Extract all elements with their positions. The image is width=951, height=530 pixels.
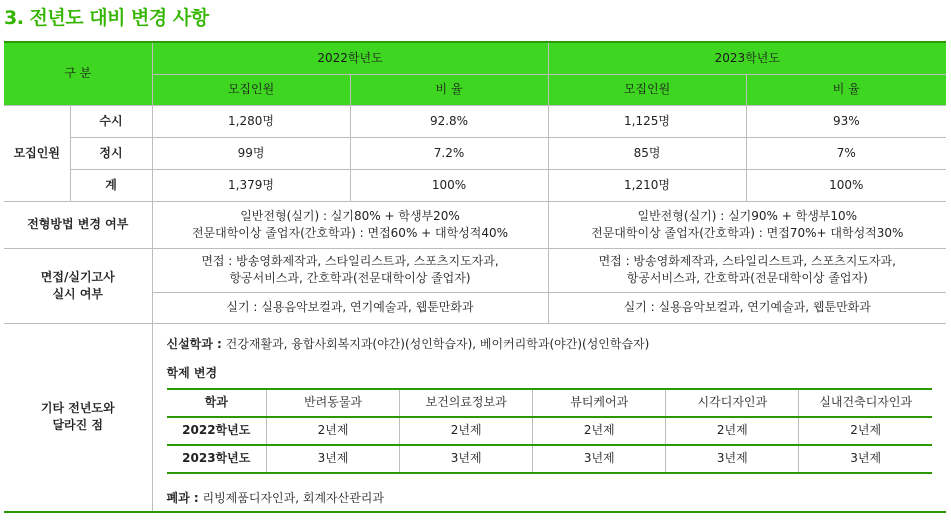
sub-header-interior-design: 실내건축디자인과 (799, 389, 932, 417)
new-departments-label: 신설학과 : (166, 336, 222, 351)
year-2023-header: 2023학년도 (548, 42, 946, 74)
page-title: 3. 전년도 대비 변경 사항 (4, 7, 209, 29)
etc-label (4, 323, 152, 512)
method-2022-line1: 일반전형(실기) : 실기80% + 학생부20% (240, 208, 460, 223)
method-2023-line2: 전문대학이상 졸업자(간호학과) : 면접70%+ 대학성적30% (591, 225, 904, 240)
changes-table (4, 41, 946, 513)
col-ratio-2023: 비 율 (746, 74, 946, 105)
sub-cell: 3년제 (400, 445, 533, 473)
sub-header-dept: 학과 (167, 389, 267, 417)
interview-2023 (548, 248, 946, 292)
row-label-susi: 수시 (70, 105, 152, 137)
cell-count: 1,210명 (548, 169, 746, 201)
method-2023-line1: 일반전형(실기) : 실기90% + 학생부10% (637, 208, 858, 223)
etc-label-line2: 달라진 점 (52, 418, 104, 433)
recruitment-label: 모집인원 (4, 105, 70, 201)
cell-ratio: 92.8% (350, 105, 548, 137)
cell-count: 1,280명 (152, 105, 350, 137)
sub-header-pet: 반려동물과 (267, 389, 400, 417)
method-2023 (548, 201, 946, 248)
section-header: 구 분 (4, 42, 152, 105)
cell-count: 1,125명 (548, 105, 746, 137)
cell-count: 99명 (152, 137, 350, 169)
cell-count: 85명 (548, 137, 746, 169)
year-2022-header: 2022학년도 (152, 42, 548, 74)
sub-cell: 3년제 (267, 445, 400, 473)
interview-2023-line2: 항공서비스과, 간호학과(전문대학이상 졸업자) (626, 271, 868, 285)
col-count-2023: 모집인원 (548, 74, 746, 105)
etc-label-line1: 기타 전년도와 (40, 401, 115, 416)
sub-cell: 3년제 (799, 445, 932, 473)
practical-2023: 실기 : 실용음악보컬과, 연기예술과, 웹툰만화과 (548, 292, 946, 323)
sub-header-health-info: 보건의료정보과 (400, 389, 533, 417)
interview-2022-line2: 항공서비스과, 간호학과(전문대학이상 졸업자) (229, 271, 471, 285)
method-2022 (152, 201, 548, 248)
new-departments-text: 건강재활과, 융합사회복지과(야간)(성인학습자), 베이커리학과(야간)(성인학습자) (221, 336, 650, 351)
col-count-2022: 모집인원 (152, 74, 350, 105)
method-2022-line2: 전문대학이상 졸업자(간호학과) : 면접60% + 대학성적40% (191, 225, 509, 240)
program-change-table (167, 388, 933, 474)
sub-cell: 2년제 (533, 417, 666, 445)
sub-cell: 2년제 (400, 417, 533, 445)
interview-label-line2: 실시 여부 (52, 286, 104, 301)
sub-row-label: 2023학년도 (167, 445, 267, 473)
closed-departments (167, 488, 933, 508)
method-label: 전형방법 변경 여부 (4, 201, 152, 248)
sub-cell: 2년제 (267, 417, 400, 445)
cell-ratio: 7.2% (350, 137, 548, 169)
sub-cell: 2년제 (799, 417, 932, 445)
sub-cell: 3년제 (533, 445, 666, 473)
row-label-total: 계 (70, 169, 152, 201)
etc-content (152, 323, 946, 512)
program-change-title: 학제 변경 (166, 365, 218, 380)
closed-departments-label: 폐과 : (166, 490, 199, 505)
row-label-jeongsi: 정시 (70, 137, 152, 169)
interview-2023-line1: 면접 : 방송영화제작과, 스타일리스트과, 스포츠지도자과, (598, 254, 896, 268)
practical-2022: 실기 : 실용음악보컬과, 연기예술과, 웹툰만화과 (152, 292, 548, 323)
cell-ratio: 100% (350, 169, 548, 201)
interview-2022-line1: 면접 : 방송영화제작과, 스타일리스트과, 스포츠지도자과, (201, 254, 499, 268)
sub-header-beauty: 뷰티케어과 (533, 389, 666, 417)
cell-ratio: 7% (746, 137, 946, 169)
sub-row-label: 2022학년도 (167, 417, 267, 445)
sub-cell: 3년제 (666, 445, 799, 473)
sub-cell: 2년제 (666, 417, 799, 445)
interview-label-line1: 면접/실기고사 (40, 269, 115, 284)
cell-ratio: 93% (746, 105, 946, 137)
col-ratio-2022: 비 율 (350, 74, 548, 105)
interview-label (4, 248, 152, 323)
cell-count: 1,379명 (152, 169, 350, 201)
interview-2022 (152, 248, 548, 292)
new-departments (167, 334, 933, 354)
closed-departments-text: 리빙제품디자인과, 회계자산관리과 (198, 490, 384, 505)
cell-ratio: 100% (746, 169, 946, 201)
sub-header-visual-design: 시각디자인과 (666, 389, 799, 417)
